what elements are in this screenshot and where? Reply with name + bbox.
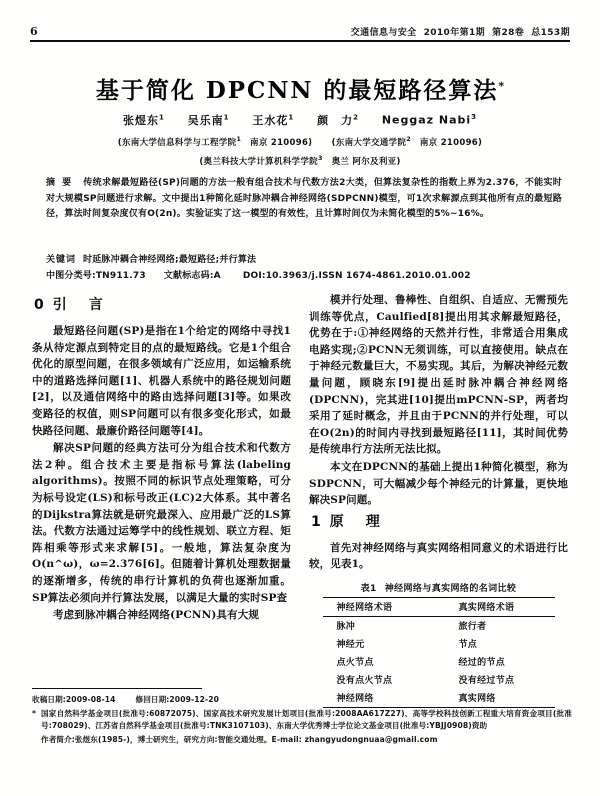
affiliation-entry bbox=[118, 135, 313, 148]
keywords-text: 时延脉冲耦合神经网络;最短路径;并行算法 bbox=[83, 255, 257, 265]
affiliation-entry bbox=[199, 154, 400, 167]
keywords-block bbox=[46, 252, 562, 265]
journal-volume: 第28卷 bbox=[492, 28, 525, 38]
paragraph: 本文在DPCNN的基础上提出1种简化模型，称为SDPCNN，可大幅减少每个神经元的计算量，更快地解决SP问题。 bbox=[309, 460, 568, 507]
author-entry bbox=[188, 112, 230, 128]
table-row bbox=[323, 616, 555, 635]
bio-text: 张煜东(1985-)，博士研究生，研究方向:智能交通处理。E-mail: zhangyudongnuaa@gmail.com bbox=[74, 734, 438, 744]
table-header-row bbox=[323, 597, 555, 616]
table-row bbox=[323, 653, 555, 671]
footnote-block bbox=[32, 694, 572, 747]
author-entry bbox=[252, 112, 294, 128]
paragraph: 最短路径问题(SP)是指在1个给定的网络中寻找1条从待定源点到特定目的点的最短路线。它是1个组合优化的原型问题，在很多领域有广泛应用，如运输系统中的道路选择问题[1]、机器人系统中的路径规划问题[2]，以及通信网络中的路由选择问题[3]等。如果改变路径的权值，则SP问题可以有很多变化形式，如最快路径问题、最廉价路径问题等[4]。 bbox=[32, 325, 291, 437]
section-number: 0 bbox=[34, 297, 53, 313]
author-affil-marker: 1 bbox=[288, 113, 295, 122]
author-affil-marker: 1 bbox=[158, 113, 165, 122]
doi-label: DOI bbox=[242, 271, 262, 281]
received-label: 收稿日期: bbox=[32, 695, 66, 704]
keywords-label: 关键词 bbox=[46, 255, 77, 265]
funding-text: 国家自然科学基金项目(批准号:60872075)、国家高技术研究发展计划项目(批准号:2008AA617Z27)、高等学校科技创新工程重大培育资金项目(批准号:708029)、江苏省自然科学基金项目(批准号:TNK3107103)、东南大学优秀博士学位论文基金项目(批准号:YBJJ0908)资助 bbox=[41, 708, 572, 731]
table-cell: 经过的节点 bbox=[458, 658, 506, 669]
paragraph: 解决SP问题的经典方法可分为组合技术和代数方法2种。组合技术主要是指标号算法(labeling algorithms)。按照不同的标识节点处理策略，可分为标号设定(LS)和标号改正(LC)2大体系。其中著名的Dijkstra算法就是研究最深入、应用最广泛的LS算法。代数方法通过运筹学中的线性规划、联立方程、矩阵相乘等形式来求解[5]。一般地，算法复杂度为O(n^ω)，ω=2.376[6]。但随着计算机处理数据量的逐渐增多，传统的串行计算机的负荷也逐渐加重。SP算法必须向并行算法发展，以满足大量的实时SP查 bbox=[32, 442, 291, 604]
table-row bbox=[323, 635, 555, 653]
abstract-text: 传统求解最短路径(SP)问题的方法一般有组合技术与代数方法2大类，但算法复杂性的指数上界为2.376，不能实时对大规模SP问题进行求解。文中提出1种简化延时脉冲耦合神经网络(SDPCNN)模型，可1次求解源点到其他所有点的最短路径，算法时间复杂度仅有O(2n)。实验证实了这一模型的有效性，且计算时间仅为未简化模型的5%~16%。 bbox=[46, 178, 562, 219]
author-affil-marker: 3 bbox=[471, 113, 478, 122]
table-cell: 神经元 bbox=[336, 640, 365, 651]
author-affil-marker: 1 bbox=[223, 113, 230, 122]
title-footnote-marker: * bbox=[498, 79, 505, 93]
table-column-header: 真实网络术语 bbox=[458, 603, 515, 614]
table-cell: 神经网络 bbox=[336, 694, 374, 705]
journal-info bbox=[351, 25, 570, 38]
bio-label: 作者简介: bbox=[41, 734, 75, 744]
paragraph: 首先对神经网络与真实网络相同意义的术语进行比较，见表1。 bbox=[309, 541, 568, 571]
author-entry bbox=[123, 112, 165, 128]
affiliation-entry bbox=[332, 135, 483, 148]
table-cell: 点火节点 bbox=[336, 658, 374, 669]
author-entry bbox=[317, 112, 359, 128]
revised-date: 2009-12-20 bbox=[169, 695, 219, 704]
affiliation-city: 南京 210096) bbox=[419, 137, 483, 148]
section-heading-intro bbox=[34, 294, 291, 314]
affiliation-text: (奥兰科技大学计算机科学学院 bbox=[199, 156, 318, 167]
table-row bbox=[323, 671, 555, 689]
doc-code-label: 文献标志码: bbox=[163, 271, 214, 281]
table1 bbox=[323, 597, 555, 707]
affiliation-city: 南京 210096) bbox=[250, 137, 313, 148]
author-list bbox=[0, 112, 600, 128]
author-entry bbox=[382, 113, 477, 127]
table1-caption bbox=[309, 581, 568, 594]
footnote-funding bbox=[32, 708, 572, 733]
footnote-dates bbox=[32, 694, 572, 707]
paragraph: 模并行处理、鲁棒性、自组织、自适应、无需预先训练等优点，Caulfied[8]提出用其求解最短路径，优势在于:①神经网络的天然并行性，非常适合用集成电路实现;②PCNN无须训练，可以直接使用。缺点在于神经元数量巨大，不易实现。其后，为解决神经元数量问题，顾晓东[9]提出延时脉冲耦合神经网络(DPCNN)，完其进[10]提出mPCNN-SP，两者均采用了延时概念，并且由于PCNN的并行处理，可以在O(2n)的时间内寻找到最短路径[11]，其时间优势是传统串行方法所无法比拟。 bbox=[309, 294, 568, 456]
affiliation-line-2 bbox=[0, 154, 600, 167]
footnote-star-marker: * bbox=[32, 708, 37, 718]
clc-label: 中图分类号: bbox=[46, 271, 96, 281]
table-cell: 真实网络 bbox=[458, 694, 496, 705]
section-number: 1 bbox=[311, 513, 330, 530]
footnote-rule bbox=[32, 688, 202, 689]
table1-caption-text: 神经网络与真实网络的名词比较 bbox=[384, 583, 517, 594]
table1-number: 表1 bbox=[360, 583, 377, 594]
clc-value: TN911.73 bbox=[95, 271, 146, 281]
received-date: 2009-08-14 bbox=[65, 695, 116, 704]
author-name: 张煜东 bbox=[122, 114, 159, 127]
page-folio: 6 bbox=[30, 25, 39, 38]
left-column bbox=[32, 292, 291, 682]
author-affil-marker: 2 bbox=[353, 113, 359, 122]
revised-label: 修回日期: bbox=[135, 695, 170, 704]
doc-code-value: A bbox=[213, 271, 221, 281]
footnote-author-bio bbox=[32, 734, 572, 747]
right-column bbox=[309, 292, 568, 705]
section-heading-principle bbox=[311, 511, 568, 531]
abstract-label: 摘要 bbox=[46, 178, 79, 188]
affiliation-text: (东南大学信息科学与工程学院 bbox=[117, 137, 237, 148]
page-title bbox=[0, 72, 600, 105]
affiliation-line-1 bbox=[0, 135, 600, 148]
table-column-header: 神经网络术语 bbox=[336, 603, 393, 614]
author-name: Neggaz Nabi bbox=[381, 114, 472, 127]
affiliation-marker: 1 bbox=[236, 135, 242, 143]
author-name: 颜 力 bbox=[317, 114, 354, 127]
table-cell: 脉冲 bbox=[336, 622, 356, 633]
table-cell: 旅行者 bbox=[458, 622, 487, 633]
abstract-block bbox=[46, 176, 562, 223]
section-title: 引 言 bbox=[52, 297, 107, 313]
running-head bbox=[30, 22, 570, 38]
table1-wrapper bbox=[309, 581, 568, 708]
journal-serial: 总153期 bbox=[531, 28, 570, 38]
journal-title: 交通信息与安全 bbox=[350, 28, 417, 38]
paragraph: 考虑到脉冲耦合神经网络(PCNN)具有大规 bbox=[53, 609, 260, 622]
table-cell: 没有经过节点 bbox=[458, 676, 515, 687]
journal-issue: 2010年第1期 bbox=[423, 28, 486, 38]
table-cell: 节点 bbox=[458, 640, 478, 651]
author-name: 吴乐南 bbox=[187, 114, 224, 127]
affiliation-marker: 2 bbox=[406, 135, 412, 143]
classification-block bbox=[46, 268, 562, 281]
header-rule bbox=[30, 40, 570, 42]
author-name: 王水花 bbox=[252, 114, 289, 127]
affiliation-text: (东南大学交通学院 bbox=[331, 137, 407, 148]
title-text: 基于简化 DPCNN 的最短路径算法 bbox=[95, 77, 499, 104]
table-cell: 没有点火节点 bbox=[336, 676, 393, 687]
doi-value: :10.3963/j.ISSN 1674-4861.2010.01.002 bbox=[261, 271, 471, 281]
section-title: 原 理 bbox=[329, 513, 384, 530]
affiliation-city: 奥兰 阿尔及利亚) bbox=[331, 156, 401, 167]
affiliation-marker: 3 bbox=[317, 154, 323, 162]
